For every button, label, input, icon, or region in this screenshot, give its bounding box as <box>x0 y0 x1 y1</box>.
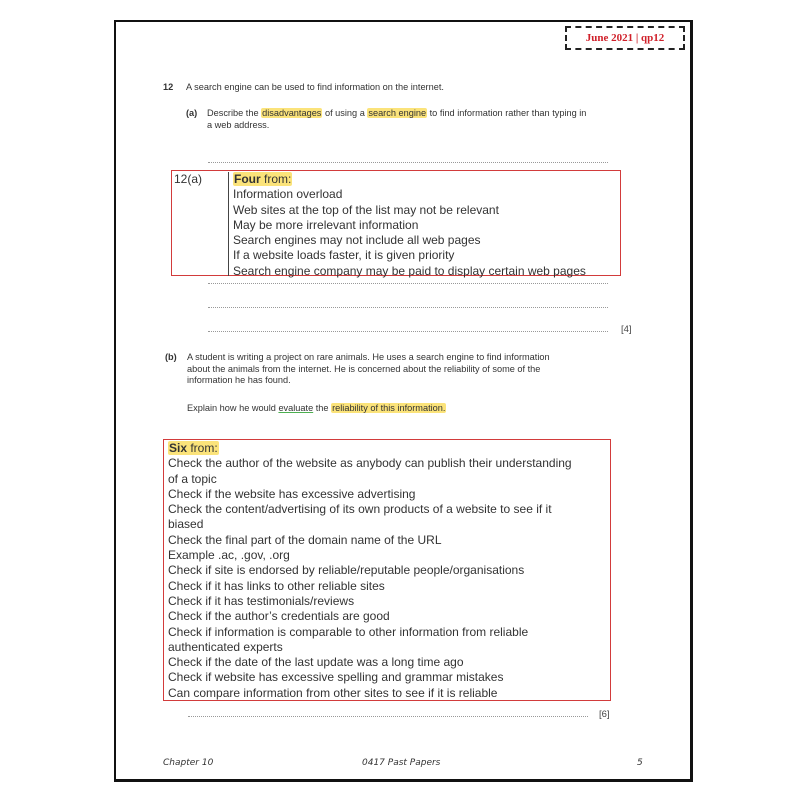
heading-highlight <box>233 172 292 186</box>
footer-page-number: 5 <box>637 758 643 768</box>
heading-count: Six <box>169 441 188 455</box>
part-b-instruction <box>187 403 446 415</box>
mark-scheme-item: Search engines may not include all web pages <box>233 233 481 248</box>
mark-scheme-line: Check if site is endorsed by reliable/reputable people/organisations <box>168 563 525 578</box>
mark-scheme-line: Check the author of the website as anybody can publish their understanding <box>168 456 572 471</box>
heading-highlight <box>168 441 219 455</box>
part-b-line: about the animals from the internet. He is concerned about the reliability of some of the <box>187 363 541 374</box>
mark-scheme-heading <box>233 172 586 187</box>
part-b-prompt <box>187 352 611 387</box>
marks-part-b: [6] <box>599 709 610 720</box>
mark-scheme-line: Check the final part of the domain name of the URL <box>168 532 442 547</box>
highlight-search-engine: search engine <box>368 108 427 118</box>
mark-scheme-line: of a topic <box>168 471 217 486</box>
mark-scheme-item: If a website loads faster, it is given priority <box>233 248 455 263</box>
mark-scheme-line: Check if the date of the last update was a long time ago <box>168 655 464 670</box>
mark-scheme-line: authenticated experts <box>168 639 283 654</box>
mark-scheme-item: Information overload <box>233 187 343 202</box>
mark-scheme-line: Check if it has testimonials/reviews <box>168 593 355 608</box>
exam-session-stamp: June 2021 | qp12 <box>565 26 685 50</box>
mark-scheme-line: Example .ac, .gov, .org <box>168 548 290 563</box>
highlight-reliability: reliability of this information. <box>332 403 446 413</box>
instruction-text: Explain how he would <box>187 403 279 413</box>
mark-scheme-item: Search engine company may be paid to display certain web pages <box>233 263 586 278</box>
mark-scheme-line: Can compare information from other sites to see if it is reliable <box>168 685 498 700</box>
part-a-text: to find information rather than typing in <box>427 108 587 118</box>
heading-rest: from: <box>187 441 218 455</box>
answer-line <box>208 331 608 332</box>
mark-scheme-line: Check the content/advertising of its own products of a website to see if it <box>168 502 552 517</box>
answer-line <box>208 162 608 163</box>
highlight-disadvantages: disadvantages <box>262 108 322 118</box>
mark-scheme-item: May be more irrelevant information <box>233 217 419 232</box>
answer-line <box>188 716 588 717</box>
part-a-text: Describe the <box>207 108 262 118</box>
part-a-text: of using a <box>322 108 368 118</box>
mark-scheme-content-b <box>168 441 572 701</box>
mark-scheme-line: Check if the website has excessive advertising <box>168 486 416 501</box>
part-a-prompt <box>207 108 586 120</box>
mark-scheme-line: Check if information is comparable to other information from reliable <box>168 624 529 639</box>
mark-scheme-box-b <box>163 439 611 701</box>
answer-line <box>208 307 608 308</box>
part-a-text-continued: a web address. <box>207 120 270 130</box>
question-number: 12 <box>163 82 174 92</box>
mark-scheme-box-a <box>171 170 621 276</box>
answer-line <box>208 283 608 284</box>
heading-count: Four <box>234 172 261 186</box>
mark-scheme-line: Check if it has links to other reliable sites <box>168 578 385 593</box>
footer-chapter: Chapter 10 <box>163 758 214 768</box>
instruction-text: the <box>313 403 332 413</box>
part-b-line: A student is writing a project on rare animals. He uses a search engine to find information <box>187 352 550 362</box>
mark-scheme-heading <box>168 441 572 456</box>
mark-scheme-item: Web sites at the top of the list may not be relevant <box>233 202 499 217</box>
part-b-label: (b) <box>165 352 177 362</box>
mark-scheme-content-a <box>233 172 586 279</box>
mark-scheme-line: Check if website has excessive spelling and grammar mistakes <box>168 670 504 685</box>
question-stem: A search engine can be used to find information on the internet. <box>186 82 444 92</box>
instruction-evaluate: evaluate <box>278 403 314 413</box>
heading-rest: from: <box>260 172 292 186</box>
part-b-line: information he has found. <box>187 375 291 385</box>
mark-scheme-label: 12(a) <box>174 172 229 276</box>
marks-part-a: [4] <box>621 324 632 335</box>
mark-scheme-line: Check if the author’s credentials are good <box>168 609 390 624</box>
footer-title: 0417 Past Papers <box>362 758 441 768</box>
part-a-label: (a) <box>186 108 198 118</box>
mark-scheme-line: biased <box>168 517 204 532</box>
